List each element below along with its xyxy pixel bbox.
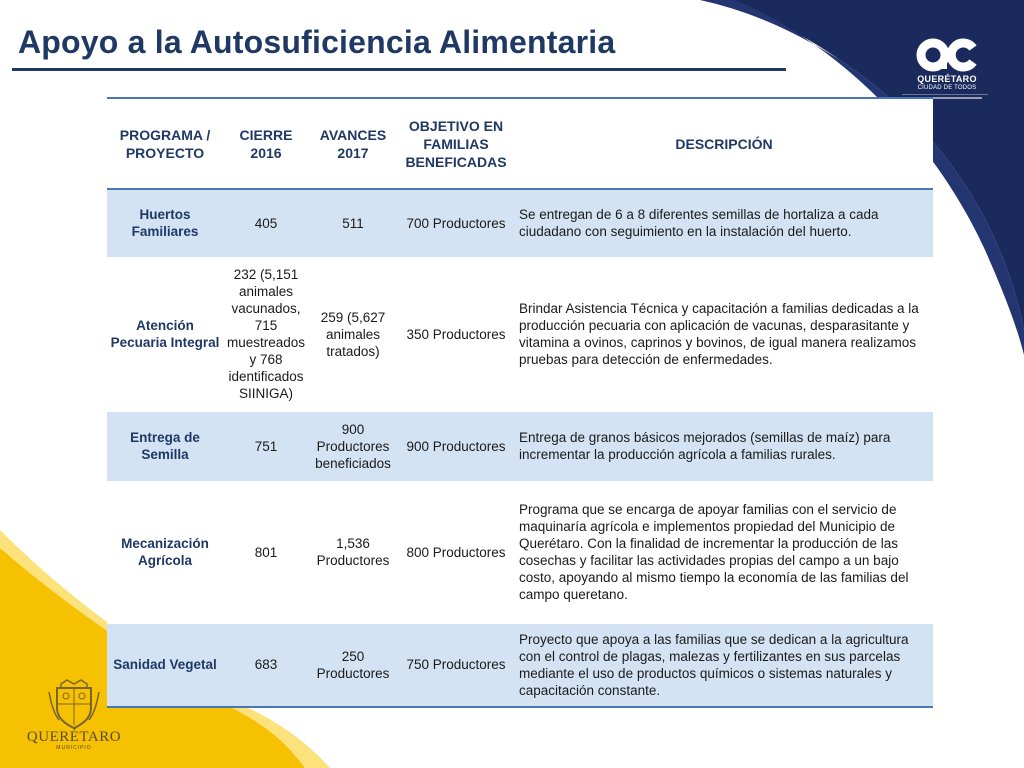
row-cierre: 405 (223, 189, 309, 257)
row-descripcion: Brindar Asistencia Técnica y capacitación a familias dedicadas a la producción pecuaria con aplicación de vacunas, desparasitante y vitamina a ovinos, caprinos y bovinos, de igual manera realizamos pruebas para detección de enfermedades. (515, 257, 933, 411)
row-avances: 900 Productores beneficiados (309, 411, 397, 481)
table-row (107, 411, 933, 481)
page-title: Apoyo a la Autosuficiencia Alimentaria (18, 24, 616, 60)
row-programa: Atención Pecuaria Integral (107, 257, 223, 411)
table-row (107, 189, 933, 257)
header-descripcion: DESCRIPCIÓN (515, 98, 933, 189)
row-avances: 250 Productores (309, 623, 397, 707)
row-programa: Sanidad Vegetal (107, 623, 223, 707)
qc-logo-icon (916, 38, 978, 72)
header-cierre: CIERRE 2016 (223, 98, 309, 189)
crest-shield-icon (47, 678, 101, 730)
row-descripcion: Programa que se encarga de apoyar familias con el servicio de maquinaría agrícola e implementos propiedad del Municipio de Querétaro. Con la finalidad de incrementar la producción de las cosechas y facilitar las actividades propias del campo a un bajo costo, apoyando al mismo tiempo la economía de las familias del campo queretano. (515, 481, 933, 623)
header-objetivo: OBJETIVO EN FAMILIAS BENEFICADAS (397, 98, 515, 189)
row-objetivo: 750 Productores (397, 623, 515, 707)
row-avances: 259 (5,627 animales tratados) (309, 257, 397, 411)
header-programa: PROGRAMA / PROYECTO (107, 98, 223, 189)
programs-table (107, 97, 933, 708)
queretaro-city-logo (906, 38, 988, 104)
row-descripcion: Entrega de granos básicos mejorados (semillas de maíz) para incrementar la producción agrícola a familias rurales. (515, 411, 933, 481)
header-avances: AVANCES 2017 (309, 98, 397, 189)
crest-subtitle: MUNICIPIO (56, 745, 92, 751)
row-cierre: 751 (223, 411, 309, 481)
qc-logo-city: QUERÉTARO (917, 74, 977, 84)
crest-name: QUERÉTARO (26, 729, 122, 745)
table-row (107, 481, 933, 623)
row-objetivo: 700 Productores (397, 189, 515, 257)
row-avances: 1,536 Productores (309, 481, 397, 623)
row-objetivo: 900 Productores (397, 411, 515, 481)
row-descripcion: Proyecto que apoya a las familias que se dedican a la agricultura con el control de plagas, malezas y fertilizantes en sus parcelas mediante el uso de productos químicos o sistemas naturales y capacitación constante. (515, 623, 933, 707)
row-cierre: 683 (223, 623, 309, 707)
row-avances: 511 (309, 189, 397, 257)
table-header-row (107, 98, 933, 189)
row-objetivo: 350 Productores (397, 257, 515, 411)
row-programa: Mecanización Agrícola (107, 481, 223, 623)
qc-logo-tagline: CIUDAD DE TODOS (917, 85, 977, 91)
row-programa: Huertos Familiares (107, 189, 223, 257)
title-underline (12, 68, 786, 71)
row-programa: Entrega de Semilla (107, 411, 223, 481)
row-cierre: 801 (223, 481, 309, 623)
qc-logo-rule (902, 94, 988, 95)
table-row (107, 623, 933, 707)
row-objetivo: 800 Productores (397, 481, 515, 623)
table-row (107, 257, 933, 411)
row-cierre: 232 (5,151 animales vacunados, 715 muestreados y 768 identificados SIINIGA) (223, 257, 309, 411)
row-descripcion: Se entregan de 6 a 8 diferentes semillas de hortaliza a cada ciudadano con seguimiento en la instalación del huerto. (515, 189, 933, 257)
